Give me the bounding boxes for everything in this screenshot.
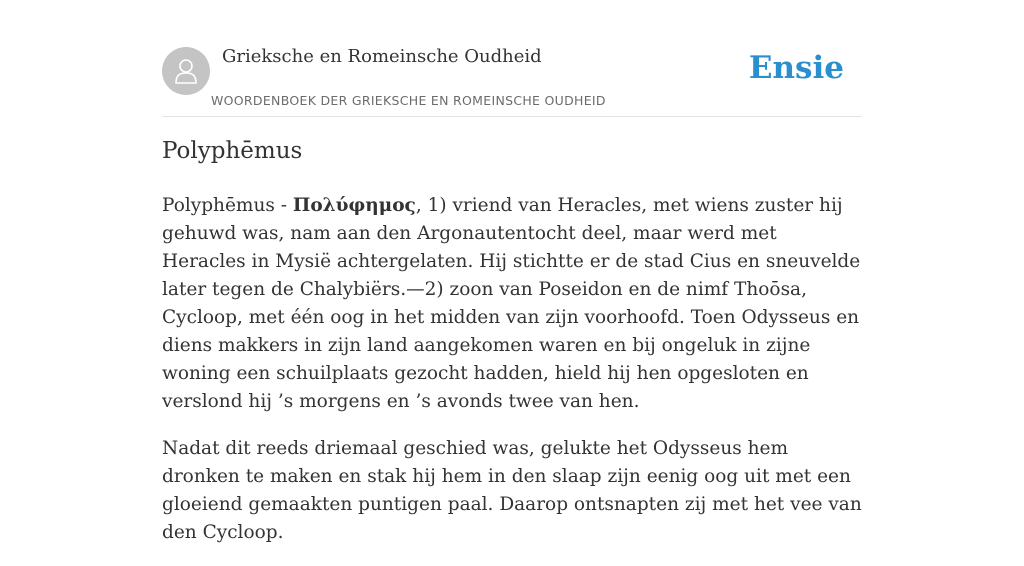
headword: Polyphēmus - bbox=[162, 195, 293, 216]
entry-title: Polyphēmus bbox=[162, 138, 303, 164]
entry-content bbox=[162, 192, 862, 566]
paragraph-1-text: , 1) vriend van Heracles, met wiens zuster hij gehuwd was, nam aan den Argonautentocht deel, maar werd met Heracles in Mysië achtergelaten. Hij stichtte er de stad Cius en sneuvelde later tegen de Chalybiërs.—2) zoon van Poseidon en de nimf Thoōsa, Cycloop, met één oog in het midden van zijn voorhoofd. Toen Odysseus en diens makkers in zijn land aangekomen waren en bij ongeluk in zijne woning een schuilplaats gezocht hadden, hield hij hen opgesloten en verslond hij ’s morgens en ’s avonds twee van hen. bbox=[162, 195, 861, 412]
paragraph-1 bbox=[162, 192, 862, 416]
greek-term: Πολύφημος bbox=[292, 195, 416, 216]
avatar[interactable] bbox=[162, 47, 210, 95]
user-icon bbox=[174, 57, 198, 85]
source-subtitle: WOORDENBOEK DER GRIEKSCHE EN ROMEINSCHE OUDHEID bbox=[211, 93, 606, 108]
source-header bbox=[162, 40, 862, 117]
source-title-link[interactable]: Grieksche en Romeinsche Oudheid bbox=[222, 46, 542, 67]
paragraph-2: Nadat dit reeds driemaal geschied was, gelukte het Odysseus hem dronken te maken en stak hij hem in den slaap zijn eenig oog uit met een gloeiend gemaakten puntigen paal. Daarop ontsnapten zij met het vee van den Cycloop. bbox=[162, 438, 862, 543]
ensie-logo[interactable]: Ensie bbox=[748, 50, 844, 86]
